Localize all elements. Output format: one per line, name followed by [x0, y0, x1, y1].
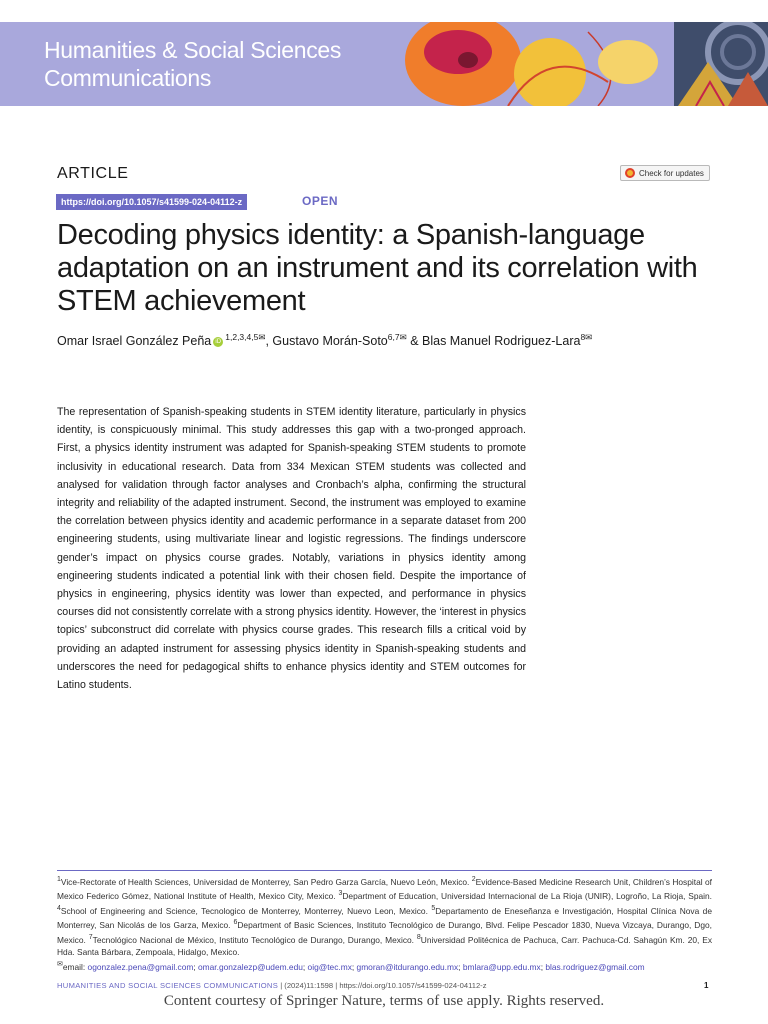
affiliation-number: 2	[471, 876, 476, 883]
footer-citation: | (2024)11:1598 | https://doi.org/10.1057/s41599-024-04112-z	[278, 981, 487, 990]
author-list: Omar Israel González Peña iD $^{1,2,3,4,5✉}$, Gustavo Morán-Soto$^{6,7✉}$ & Blas Manuel Rodriguez-Lara$^{8✉}$	[57, 332, 593, 349]
banner-artwork	[378, 22, 768, 106]
affiliation-text: Tecnológico Nacional de México, Instituto Tecnológico de Durango, Durango, Mexico.	[92, 934, 414, 945]
affiliation-text: Department of Education, Universidad Internacional de La Rioja (UNIR), Logroño, La Rioja, Spain.	[342, 891, 713, 902]
footnote-divider	[57, 870, 712, 871]
author-affiliation-sup: 8✉	[580, 332, 593, 342]
author-name[interactable]: Omar Israel González Peña	[57, 334, 212, 349]
email-link[interactable]: gmoran@itdurango.edu.mx	[356, 961, 459, 972]
email-label: email:	[62, 961, 86, 972]
journal-name[interactable]	[44, 36, 341, 92]
article-title: Decoding physics identity: a Spanish-language adaptation on an instrument and its correlation with STEM achievement	[57, 219, 698, 317]
affiliation-number: 4	[57, 904, 61, 912]
email-link[interactable]: omar.gonzalezp@udem.edu	[198, 961, 303, 972]
orcid-icon[interactable]: iD	[213, 337, 223, 347]
affiliation-text: Departamento de Eneseñanza e Investigación, Hospital Clínica Nova de Monterrey, San Nicolás de los Garza, Mexico.	[57, 905, 712, 930]
affiliation-text: Universidad Politécnica de Pachuca, Carr. Pachuca-Cd. Sahagún Km. 20, Ex Hda. Santa Bárbara, Zempoala, Hidalgo, Mexico.	[57, 934, 713, 957]
journal-name-line1: Humanities & Social Sciences	[44, 37, 342, 63]
email-link[interactable]: bmlara@upp.edu.mx	[462, 961, 541, 972]
email-link[interactable]: blas.rodriguez@gmail.com	[545, 961, 645, 972]
affiliation-text: School of Engineering and Science, Tecnologico de Monterrey, Monterrey, Nuevo Leon, Mexico.	[60, 905, 428, 916]
page-number: 1	[704, 981, 709, 990]
open-access-label: OPEN	[302, 194, 339, 208]
crossmark-icon	[625, 168, 635, 178]
email-link[interactable]: ogonzalez.pena@gmail.com	[87, 961, 194, 972]
author-affiliation-sup: 1,2,3,4,5✉	[225, 332, 266, 342]
affiliations: $^1$Vice-Rectorate of Health Sciences, Universidad de Monterrey, San Pedro Garza García, Nuevo León, Mexico. $^2$Evidence-Based Medicine Research Unit, Children’s Hospital of Mexico Federico Gómez, National Institute of Health, Mexico City, Mexico. $^3$Department of Education, Universidad Internacional de La Rioja (UNIR), Logroño, La Rioja, Spain. $^4$School of Engineering and Science, Tecnologico de Monterrey, Monterrey, Nuevo Leon, Mexico. $^5$Departamento de Eneseñanza e Investigación, Hospital Clínica Nova de Monterrey, San Nicolás de los Garza, Mexico. $^6$Department of Basic Sciences, Instituto Tecnológico de Durango, Blvd. Felipe Pescador 1830, Nueva Vizcaya, Durango, Dgo, Mexico. $^7$Tecnológico Nacional de México, Instituto Tecnológico de Durango, Durango, Mexico. $^8$Universidad Politécnica de Pachuca, Carr. Pachuca-Cd. Sahagún Km. 20, Ex Hda. Santa Bárbara, Zempoala, Hidalgo, Mexico. ✉email: ogonzalez.pena@gmail.com; omar.gonzalezp@udem.edu; oig@tec.mx; gmoran@itdurango.edu.mx; bmlara@upp.edu.mx; blas.rodriguez@gmail.com	[57, 876, 713, 972]
check-for-updates-label: Check for updates	[639, 168, 704, 178]
footer-journal-name: HUMANITIES AND SOCIAL SCIENCES COMMUNICATIONS	[57, 981, 279, 990]
author-affiliation-sup: 6,7✉	[387, 332, 407, 342]
affiliation-text: Department of Basic Sciences, Instituto Tecnológico de Durango, Blvd. Felipe Pescador 1830, Nueva Vizcaya, Durango, Dgo, Mexico.	[57, 919, 712, 945]
affiliation-number: 5	[431, 904, 436, 912]
abstract: The representation of Spanish-speaking students in STEM identity literature, particularly in physics identity, is conspicuously minimal. This study addresses this gap with a two-pronged approach. First, a physics identity instrument was adapted for Spanish-speaking STEM students to promote inclusivity in educational research. Data from 334 Mexican STEM students was collected and analysed for validation through factor analyses and Cronbach’s alpha, confirming the structural integrity and reliability of the adapted instrument. Second, the instrument was employed to examine the correlation between physics identity and academic performance in a separate dataset from 200 engineering students, using multivariate linear and logistic regressions. The findings underscore gender’s impact on physics course grades. Notably, variations in physics identity among engineering students indicated a potential link with their chosen field. Despite the importance of physics in engineering, physics identity was lower than expected, and performance in physics courses did not consistently correlate with a strong physics identity. However, the ‘interest in physics topics’ subconstruct did correlate with physics course grades. This research fills a critical void by providing an adapted instrument for assessing physics identity in Spanish-speaking students and underscores the need for pedagogical shifts to enhance physics identity and STEM outcomes for Latino students.	[57, 406, 526, 692]
affiliation-text: Evidence-Based Medicine Research Unit, Children’s Hospital of Mexico Federico Gómez, National Institute of Health, Mexico City, Mexico.	[57, 876, 712, 902]
affiliation-number: 6	[233, 919, 238, 927]
affiliation-number: 1	[57, 876, 61, 883]
doi-link[interactable]: https://doi.org/10.1057/s41599-024-04112-z	[56, 194, 247, 210]
affiliation-number: 8	[416, 933, 421, 941]
email-link[interactable]: oig@tec.mx	[307, 961, 352, 972]
author-name[interactable]: Blas Manuel Rodriguez-Lara	[422, 334, 581, 349]
journal-banner	[0, 22, 768, 106]
courtesy-watermark: Content courtesy of Springer Nature, terms of use apply. Rights reserved.	[163, 993, 605, 1009]
affiliation-number: 3	[338, 890, 343, 898]
author-name[interactable]: Gustavo Morán-Soto	[272, 334, 388, 349]
journal-name-line2: Communications	[44, 65, 212, 91]
check-for-updates-button[interactable]	[620, 165, 710, 181]
page-footer	[57, 981, 712, 990]
affiliation-number: 7	[88, 933, 93, 941]
affiliation-text: Vice-Rectorate of Health Sciences, Universidad de Monterrey, San Pedro Garza García, Nuevo León, Mexico.	[60, 876, 470, 887]
envelope-icon: ✉	[57, 960, 63, 968]
article-type-label: ARTICLE	[57, 165, 129, 182]
